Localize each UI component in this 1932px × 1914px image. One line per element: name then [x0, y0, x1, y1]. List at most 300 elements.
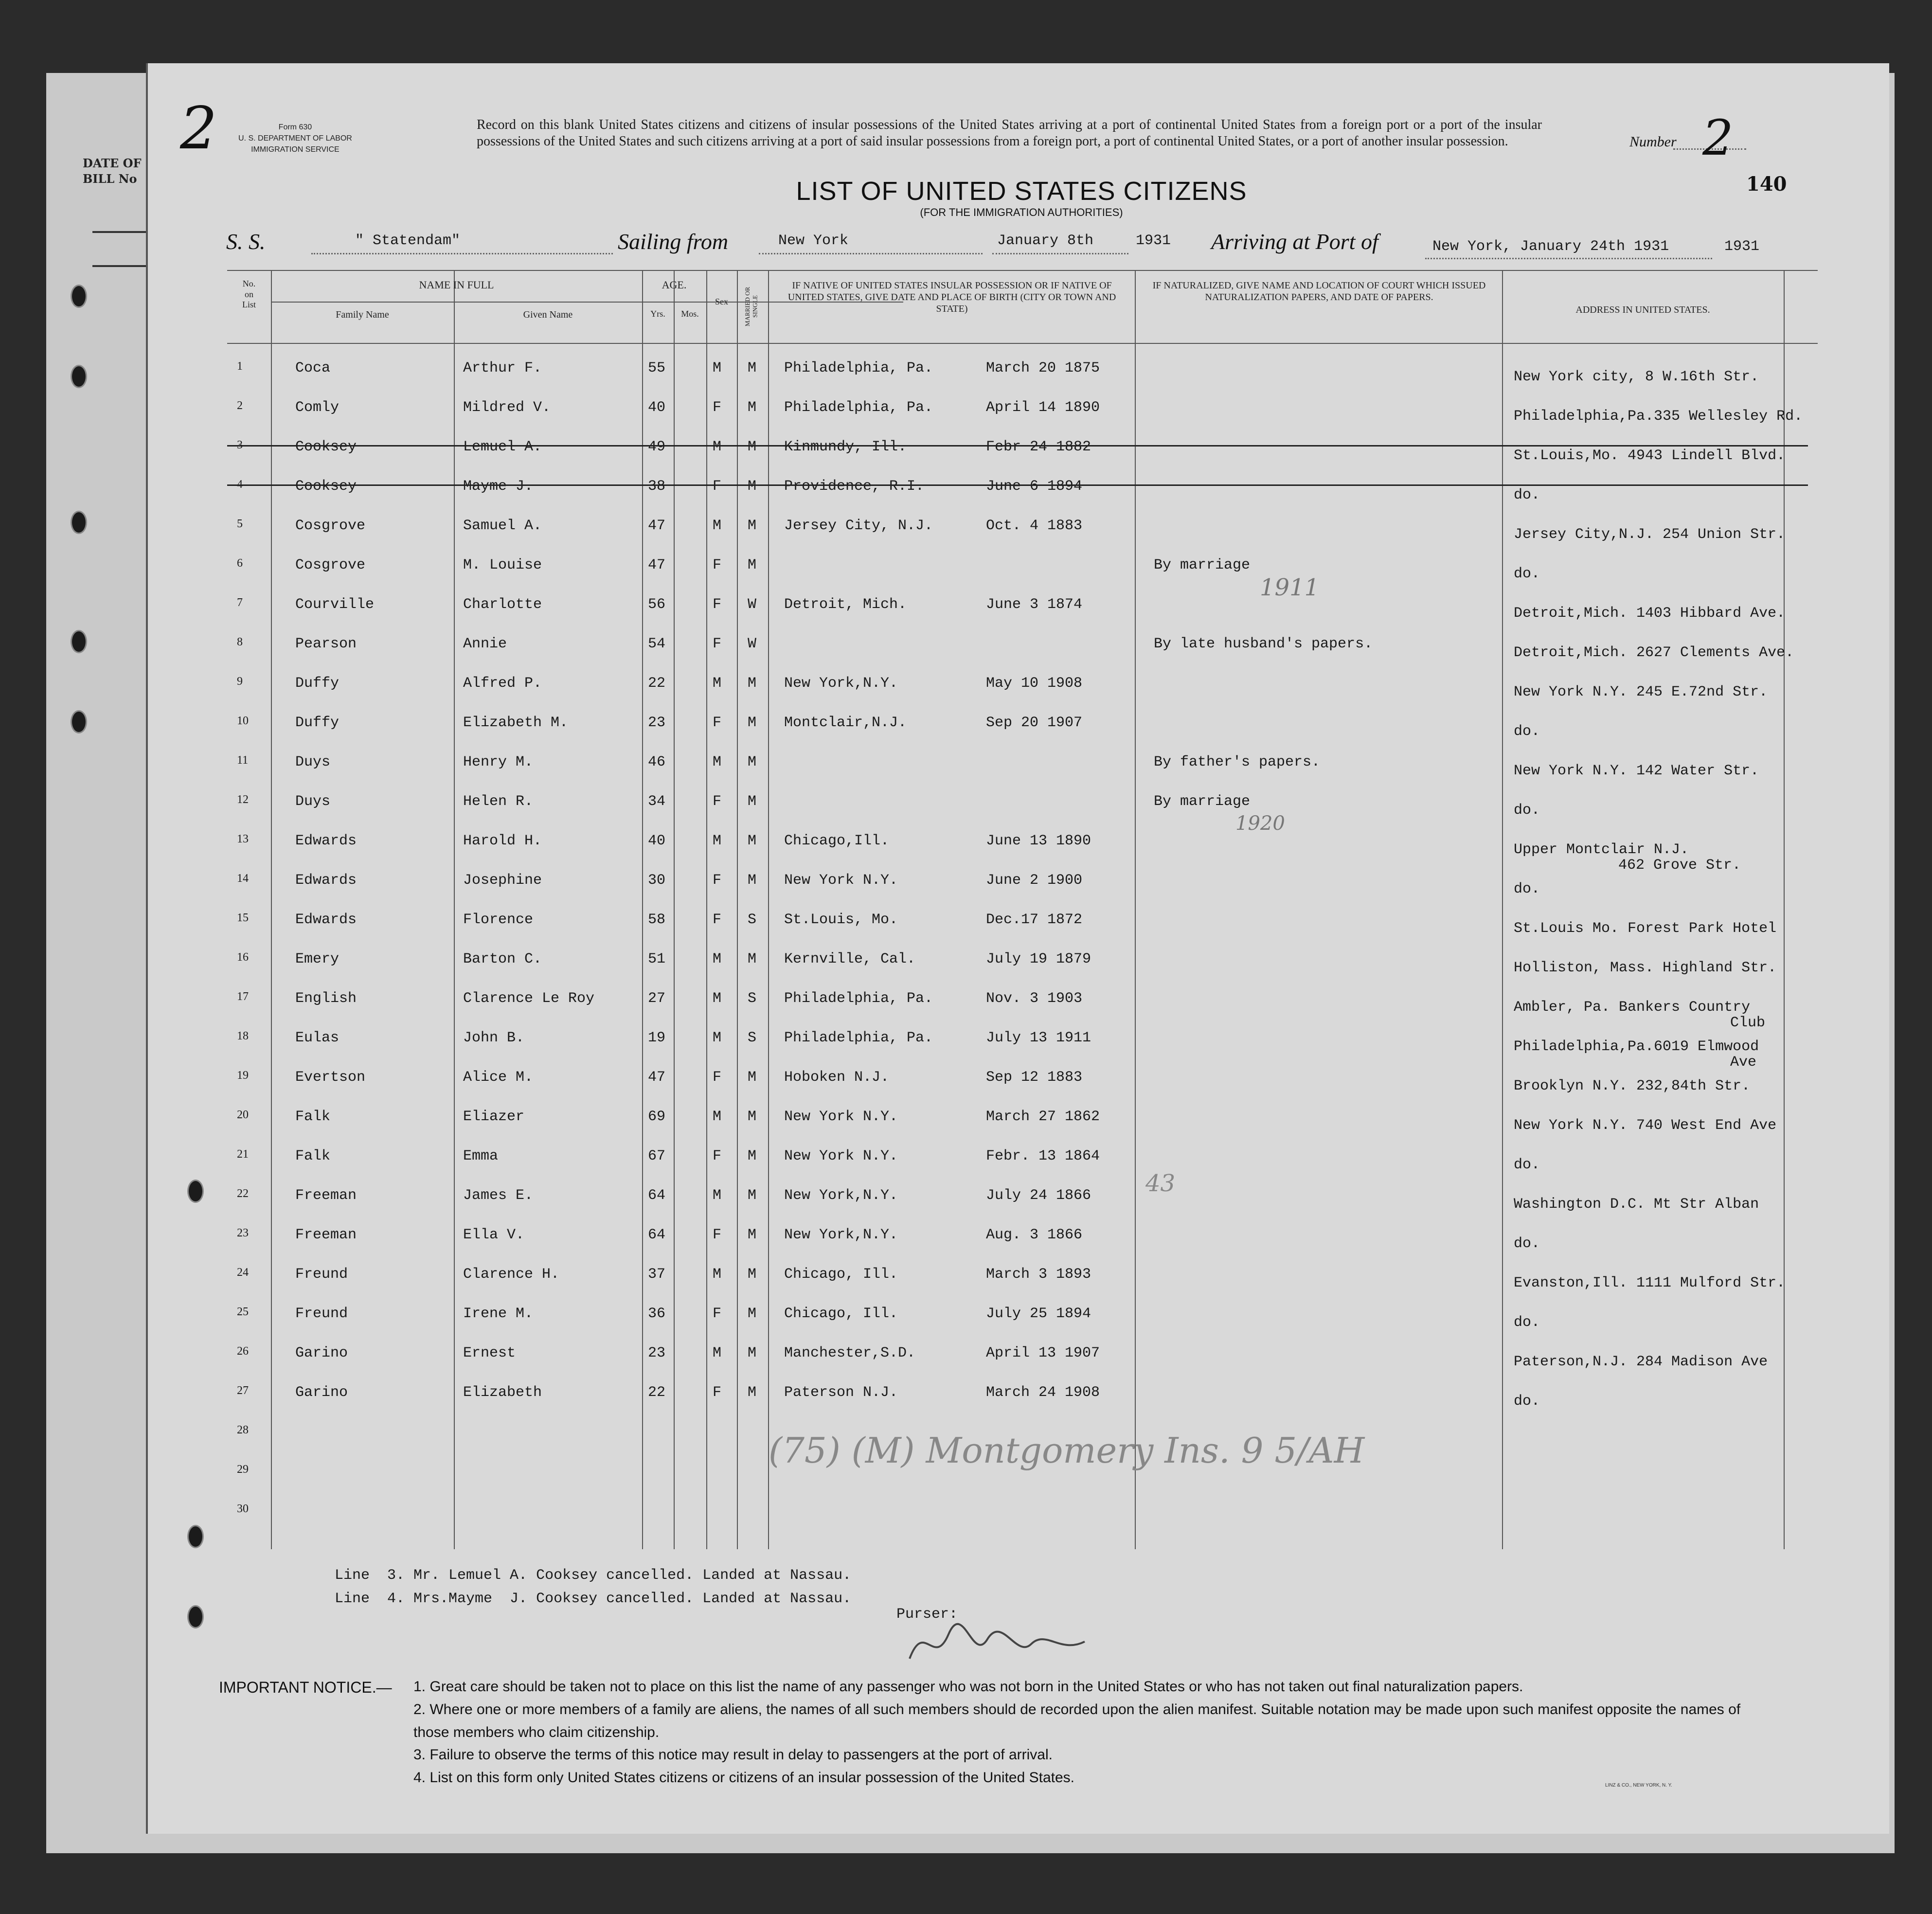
family-name: Coca	[295, 360, 331, 376]
table-row	[227, 1227, 1818, 1266]
birth-date: April 14 1890	[986, 399, 1100, 416]
row-number: 1	[237, 360, 243, 373]
address: Brooklyn N.Y. 232,84th Str.	[1514, 1078, 1751, 1094]
table-row	[227, 636, 1818, 675]
address: Philadelphia,Pa.335 Wellesley Rd.	[1514, 408, 1803, 425]
sex: M	[713, 1345, 722, 1361]
address: Paterson,N.J. 284 Madison Ave	[1514, 1354, 1768, 1370]
given-name: Eliazer	[463, 1109, 525, 1125]
age-years: 64	[648, 1227, 666, 1243]
family-name: Duys	[295, 793, 331, 810]
given-name: Alfred P.	[463, 675, 542, 692]
address: New York city, 8 W.16th Str.	[1514, 369, 1759, 385]
age-years: 49	[648, 439, 666, 455]
header-given-name: Given Name	[523, 309, 573, 320]
row-number: 27	[237, 1384, 249, 1397]
family-name: Freund	[295, 1266, 348, 1283]
family-name: Falk	[295, 1148, 331, 1164]
address: New York N.Y. 142 Water Str.	[1514, 763, 1759, 779]
row-number: 14	[237, 872, 249, 885]
table-row	[227, 951, 1818, 990]
age-years: 22	[648, 675, 666, 692]
given-name: Charlotte	[463, 596, 542, 613]
row-number: 11	[237, 754, 249, 767]
age-years: 23	[648, 1345, 666, 1361]
family-name: Comly	[295, 399, 340, 416]
sex: M	[713, 1030, 722, 1046]
table-row	[227, 596, 1818, 636]
ship-name: " Statendam"	[355, 233, 461, 249]
birth-date: March 20 1875	[986, 360, 1100, 376]
punch-hole	[187, 1180, 204, 1203]
row-number: 28	[237, 1424, 249, 1436]
header-age: AGE.	[662, 279, 687, 291]
address: Detroit,Mich. 1403 Hibbard Ave.	[1514, 605, 1786, 622]
birth-place: St.Louis, Mo.	[784, 912, 898, 928]
marital-status: M	[748, 1384, 757, 1401]
birth-date: July 13 1911	[986, 1030, 1091, 1046]
birth-place: Paterson N.J.	[784, 1384, 898, 1401]
table-row	[227, 1384, 1818, 1424]
marital-status: S	[748, 990, 757, 1007]
given-name: Harold H.	[463, 833, 542, 849]
notice-item-1: 1. Great care should be taken not to place on this list the name of any passenger who was not born in the United States or who has not taken out final naturalization papers.	[413, 1679, 1523, 1695]
age-years: 54	[648, 636, 666, 652]
row-number: 25	[237, 1306, 249, 1318]
family-name: Evertson	[295, 1069, 366, 1086]
table-row	[227, 1345, 1818, 1384]
sailing-year: 1931	[1136, 233, 1171, 249]
given-name: M. Louise	[463, 557, 542, 573]
note-line-4: Line 4. Mrs.Mayme J. Cooksey cancelled. Landed at Nassau.	[335, 1591, 852, 1607]
sex: M	[713, 1187, 722, 1204]
sex: F	[713, 636, 722, 652]
form-identifier	[238, 122, 352, 156]
birth-date: March 27 1862	[986, 1109, 1100, 1125]
family-name: Courville	[295, 596, 375, 613]
birth-place: Kernville, Cal.	[784, 951, 916, 967]
sailing-from-port: New York	[778, 233, 849, 249]
marital-status: M	[748, 478, 757, 495]
family-name: Cosgrove	[295, 518, 366, 534]
row-number: 26	[237, 1345, 249, 1358]
marital-status: M	[748, 872, 757, 889]
sex: M	[713, 833, 722, 849]
age-years: 40	[648, 399, 666, 416]
address: do.	[1514, 802, 1540, 819]
page-title: LIST OF UNITED STATES CITIZENS	[796, 177, 1247, 206]
header-years: Yrs.	[650, 309, 665, 319]
header-sex: Sex	[715, 297, 728, 306]
handwritten-page-number: 2	[180, 95, 217, 162]
table-rule	[227, 270, 1818, 271]
sex: M	[713, 754, 722, 770]
family-name: Cooksey	[295, 478, 357, 495]
birth-place: Philadelphia, Pa.	[784, 1030, 933, 1046]
arriving-label: Arriving at Port of	[1211, 229, 1378, 254]
address-continuation: Club	[1730, 1015, 1766, 1031]
row-number: 23	[237, 1227, 249, 1239]
sex: M	[713, 518, 722, 534]
table-row	[227, 557, 1818, 596]
back-sheet-label: DATE OF BILL No	[83, 156, 142, 186]
birth-place: New York N.Y.	[784, 1109, 898, 1125]
age-years: 36	[648, 1306, 666, 1322]
sex: F	[713, 912, 722, 928]
address: do.	[1514, 723, 1540, 740]
table-row	[227, 1187, 1818, 1227]
arriving-year: 1931	[1724, 238, 1760, 255]
family-name: Cooksey	[295, 439, 357, 455]
row-number: 17	[237, 990, 249, 1003]
age-years: 47	[648, 518, 666, 534]
age-years: 67	[648, 1148, 666, 1164]
birth-date: Febr. 13 1864	[986, 1148, 1100, 1164]
sex: M	[713, 675, 722, 692]
family-name: Pearson	[295, 636, 357, 652]
header-family-name: Family Name	[336, 309, 389, 320]
row-number: 13	[237, 833, 249, 845]
sex: M	[713, 439, 722, 455]
table-row	[227, 912, 1818, 951]
family-name: Cosgrove	[295, 557, 366, 573]
birth-date: Sep 12 1883	[986, 1069, 1083, 1086]
given-name: John B.	[463, 1030, 525, 1046]
punch-hole	[71, 511, 87, 534]
table-row	[227, 675, 1818, 715]
naturalization: By marriage	[1154, 557, 1251, 573]
punch-hole	[71, 365, 87, 388]
sex: F	[713, 596, 722, 613]
number-label: Number	[1629, 134, 1677, 150]
row-number: 6	[237, 557, 243, 570]
sheet-number: 140	[1746, 173, 1787, 196]
table-row	[227, 399, 1818, 439]
address: do.	[1514, 1393, 1540, 1410]
handwritten-list-number: 2	[1702, 109, 1734, 166]
table-row	[227, 439, 1818, 478]
birth-place: Manchester,S.D.	[784, 1345, 916, 1361]
address: do.	[1514, 1235, 1540, 1252]
age-years: 47	[648, 1069, 666, 1086]
punch-hole	[187, 1605, 204, 1628]
family-name: Edwards	[295, 872, 357, 889]
age-years: 30	[648, 872, 666, 889]
arriving-port-date: New York, January 24th 1931	[1432, 238, 1669, 255]
purser-label: Purser:	[896, 1606, 958, 1623]
table-row	[227, 990, 1818, 1030]
table-row	[227, 1306, 1818, 1345]
age-years: 38	[648, 478, 666, 495]
family-name: Duffy	[295, 675, 340, 692]
given-name: Emma	[463, 1148, 499, 1164]
birth-date: Dec.17 1872	[986, 912, 1083, 928]
given-name: Clarence H.	[463, 1266, 560, 1283]
age-years: 47	[648, 557, 666, 573]
address: Jersey City,N.J. 254 Union Str.	[1514, 526, 1786, 543]
birth-date: July 24 1866	[986, 1187, 1091, 1204]
birth-place: Montclair,N.J.	[784, 715, 907, 731]
sex: F	[713, 399, 722, 416]
row-number: 15	[237, 912, 249, 924]
table-row	[227, 754, 1818, 793]
birth-place: Kinmundy, Ill.	[784, 439, 907, 455]
address: New York N.Y. 245 E.72nd Str.	[1514, 684, 1768, 700]
marital-status: M	[748, 715, 757, 731]
form-instructions: Record on this blank United States citizens and citizens of insular possessions of the United States arriving at a port of continental United States from a foreign port or a port of the insular possessions of the United States and such citizens arriving at a port of said insular possessions from a foreign port, a port of continental United States, or a port of another insular possession.	[477, 117, 1542, 149]
age-years: 22	[648, 1384, 666, 1401]
note-line-3: Line 3. Mr. Lemuel A. Cooksey cancelled. Landed at Nassau.	[335, 1567, 852, 1584]
birth-place: Philadelphia, Pa.	[784, 360, 933, 376]
row-number: 12	[237, 793, 249, 806]
purser-signature	[905, 1615, 1090, 1678]
header-birth-place-date: IF NATIVE OF UNITED STATES INSULAR POSSESSION OR IF NATIVE OF UNITED STATES, GIVE DATE AND PLACE OF BIRTH (CITY OR TOWN AND STATE)	[787, 280, 1116, 314]
address: Holliston, Mass. Highland Str.	[1514, 960, 1777, 976]
sex: F	[713, 557, 722, 573]
given-name: Elizabeth M.	[463, 715, 569, 731]
handwritten-court-annotation: (75) (M) Montgomery Ins. 9 5/AH	[769, 1430, 1365, 1471]
sex: F	[713, 872, 722, 889]
family-name: Garino	[295, 1345, 348, 1361]
sex: M	[713, 990, 722, 1007]
header-no-on-list: No. on List	[242, 279, 256, 310]
row-number: 20	[237, 1109, 249, 1121]
address: Upper Montclair N.J.	[1514, 841, 1689, 858]
table-row	[227, 793, 1818, 833]
table-row	[227, 872, 1818, 912]
marital-status: S	[748, 1030, 757, 1046]
birth-date: Aug. 3 1866	[986, 1227, 1083, 1243]
sex: F	[713, 1306, 722, 1322]
marital-status: M	[748, 675, 757, 692]
birth-date: April 13 1907	[986, 1345, 1100, 1361]
row-number: 29	[237, 1463, 249, 1476]
notice-heading: IMPORTANT NOTICE.—	[219, 1679, 392, 1696]
punch-hole	[71, 630, 87, 653]
birth-place: New York N.Y.	[784, 1148, 898, 1164]
birth-date: March 24 1908	[986, 1384, 1100, 1401]
marital-status: M	[748, 1227, 757, 1243]
age-years: 55	[648, 360, 666, 376]
marital-status: M	[748, 833, 757, 849]
age-years: 46	[648, 754, 666, 770]
birth-place: Detroit, Mich.	[784, 596, 907, 613]
sex: F	[713, 1148, 722, 1164]
age-years: 34	[648, 793, 666, 810]
table-row	[227, 1503, 1818, 1542]
punch-hole	[71, 285, 87, 308]
given-name: Irene M.	[463, 1306, 534, 1322]
address: do.	[1514, 881, 1540, 897]
age-years: 51	[648, 951, 666, 967]
marital-status: M	[748, 518, 757, 534]
table-row	[227, 1109, 1818, 1148]
cancellation-strike	[227, 445, 1808, 447]
row-number: 16	[237, 951, 249, 964]
address: Ambler, Pa. Bankers Country	[1514, 999, 1751, 1016]
family-name: Freeman	[295, 1187, 357, 1204]
family-name: Eulas	[295, 1030, 340, 1046]
table-row	[227, 833, 1818, 872]
marital-status: M	[748, 1187, 757, 1204]
birth-date: Nov. 3 1903	[986, 990, 1083, 1007]
header-address: ADDRESS IN UNITED STATES.	[1575, 304, 1710, 315]
naturalization: By late husband's papers.	[1154, 636, 1373, 652]
header-name-in-full: NAME IN FULL	[419, 279, 494, 291]
table-row	[227, 1030, 1818, 1069]
marital-status: M	[748, 793, 757, 810]
address: Washington D.C. Mt Str Alban	[1514, 1196, 1759, 1213]
birth-place: Philadelphia, Pa.	[784, 399, 933, 416]
sex: F	[713, 478, 722, 495]
given-name: Helen R.	[463, 793, 534, 810]
marital-status: M	[748, 1109, 757, 1125]
row-number: 19	[237, 1069, 249, 1082]
arriving-underline	[1425, 258, 1712, 259]
address: St.Louis,Mo. 4943 Lindell Blvd.	[1514, 447, 1786, 464]
sailing-date-underline	[992, 253, 1128, 254]
address-continuation: Ave	[1730, 1054, 1757, 1071]
handwritten-year-annotation: 1920	[1235, 812, 1285, 835]
marital-status: M	[748, 1345, 757, 1361]
given-name: Alice M.	[463, 1069, 534, 1086]
birth-place: New York,N.Y.	[784, 675, 898, 692]
row-number: 7	[237, 596, 243, 609]
marital-status: M	[748, 1266, 757, 1283]
row-number: 9	[237, 675, 243, 688]
sex: F	[713, 793, 722, 810]
marital-status: W	[748, 636, 757, 652]
ship-underline	[311, 253, 613, 254]
form-number: Form 630	[278, 123, 312, 131]
given-name: James E.	[463, 1187, 534, 1204]
address: Evanston,Ill. 1111 Mulford Str.	[1514, 1275, 1786, 1291]
birth-date: June 2 1900	[986, 872, 1083, 889]
family-name: Duys	[295, 754, 331, 770]
birth-date: June 3 1874	[986, 596, 1083, 613]
birth-date: June 6 1894	[986, 478, 1083, 495]
row-number: 10	[237, 715, 249, 727]
birth-place: New York N.Y.	[784, 872, 898, 889]
marital-status: M	[748, 439, 757, 455]
birth-place: Jersey City, N.J.	[784, 518, 933, 534]
birth-date: July 25 1894	[986, 1306, 1091, 1322]
sailing-date: January 8th	[997, 233, 1094, 249]
notice-item-4: 4. List on this form only United States citizens or citizens of an insular possession of the United States.	[413, 1770, 1075, 1786]
header-months: Mos.	[681, 309, 699, 319]
birth-place: Chicago,Ill.	[784, 833, 890, 849]
age-years: 27	[648, 990, 666, 1007]
header-naturalization: IF NATURALIZED, GIVE NAME AND LOCATION OF COURT WHICH ISSUED NATURALIZATION PAPERS, AND DATE OF PAPERS.	[1152, 280, 1486, 303]
notice-item-2: 2. Where one or more members of a family are aliens, the names of all such members should de recorded upon the alien manifest. Suitable notation may be made upon such manifest opposite the names of those members who claim citizenship.	[413, 1701, 1741, 1740]
row-number: 24	[237, 1266, 249, 1279]
row-number: 5	[237, 518, 243, 530]
sex: M	[713, 1266, 722, 1283]
row-number: 4	[237, 478, 243, 491]
birth-place: New York,N.Y.	[784, 1187, 898, 1204]
marital-status: W	[748, 596, 757, 613]
ss-label: S. S.	[226, 229, 266, 254]
given-name: Annie	[463, 636, 507, 652]
address: do.	[1514, 1314, 1540, 1331]
table-row	[227, 518, 1818, 557]
family-name: Duffy	[295, 715, 340, 731]
back-sheet-rule	[92, 231, 151, 233]
birth-date: May 10 1908	[986, 675, 1083, 692]
row-number: 30	[237, 1503, 249, 1515]
address: St.Louis Mo. Forest Park Hotel	[1514, 920, 1777, 937]
address: do.	[1514, 1157, 1540, 1173]
age-years: 56	[648, 596, 666, 613]
birth-place: Chicago, Ill.	[784, 1306, 898, 1322]
marital-status: M	[748, 951, 757, 967]
family-name: Edwards	[295, 912, 357, 928]
sex: F	[713, 1069, 722, 1086]
given-name: Ella V.	[463, 1227, 525, 1243]
address: do.	[1514, 487, 1540, 503]
handwritten-annotation: 43	[1145, 1170, 1176, 1197]
sex: F	[713, 715, 722, 731]
row-number: 2	[237, 399, 243, 412]
table-row	[227, 1148, 1818, 1187]
punch-hole	[71, 710, 87, 733]
header-married-or-single: MARRIED OR SINGLE	[744, 286, 759, 326]
table-row	[227, 478, 1818, 518]
row-number: 21	[237, 1148, 249, 1161]
given-name: Elizabeth	[463, 1384, 542, 1401]
given-name: Mildred V.	[463, 399, 551, 416]
given-name: Arthur F.	[463, 360, 542, 376]
row-number: 22	[237, 1187, 249, 1200]
marital-status: M	[748, 754, 757, 770]
birth-place: New York,N.Y.	[784, 1227, 898, 1243]
table-row	[227, 360, 1818, 399]
birth-date: June 13 1890	[986, 833, 1091, 849]
birth-date: March 3 1893	[986, 1266, 1091, 1283]
family-name: Freund	[295, 1306, 348, 1322]
row-number: 8	[237, 636, 243, 648]
age-years: 69	[648, 1109, 666, 1125]
birth-place: Providence, R.I.	[784, 478, 925, 495]
row-number: 18	[237, 1030, 249, 1042]
address-continuation: 462 Grove Str.	[1618, 857, 1741, 874]
address: Detroit,Mich. 2627 Clements Ave.	[1514, 644, 1794, 661]
marital-status: M	[748, 1069, 757, 1086]
birth-date: Sep 20 1907	[986, 715, 1083, 731]
marital-status: M	[748, 1306, 757, 1322]
cancellation-notes	[335, 1564, 851, 1610]
birth-date: Oct. 4 1883	[986, 518, 1083, 534]
age-years: 64	[648, 1187, 666, 1204]
address: Philadelphia,Pa.6019 Elmwood	[1514, 1038, 1759, 1055]
age-years: 58	[648, 912, 666, 928]
sex: M	[713, 1109, 722, 1125]
birth-date: July 19 1879	[986, 951, 1091, 967]
family-name: Freeman	[295, 1227, 357, 1243]
family-name: Edwards	[295, 833, 357, 849]
sex: F	[713, 1227, 722, 1243]
sailing-from-label: Sailing from	[618, 229, 729, 254]
back-sheet-rule	[92, 265, 151, 267]
given-name: Josephine	[463, 872, 542, 889]
table-row	[227, 715, 1818, 754]
age-years: 23	[648, 715, 666, 731]
notice-item-3: 3. Failure to observe the terms of this notice may result in delay to passengers at the port of arrival.	[413, 1747, 1053, 1763]
age-years: 37	[648, 1266, 666, 1283]
marital-status: S	[748, 912, 757, 928]
sex: M	[713, 360, 722, 376]
birth-date: Febr 24 1882	[986, 439, 1091, 455]
